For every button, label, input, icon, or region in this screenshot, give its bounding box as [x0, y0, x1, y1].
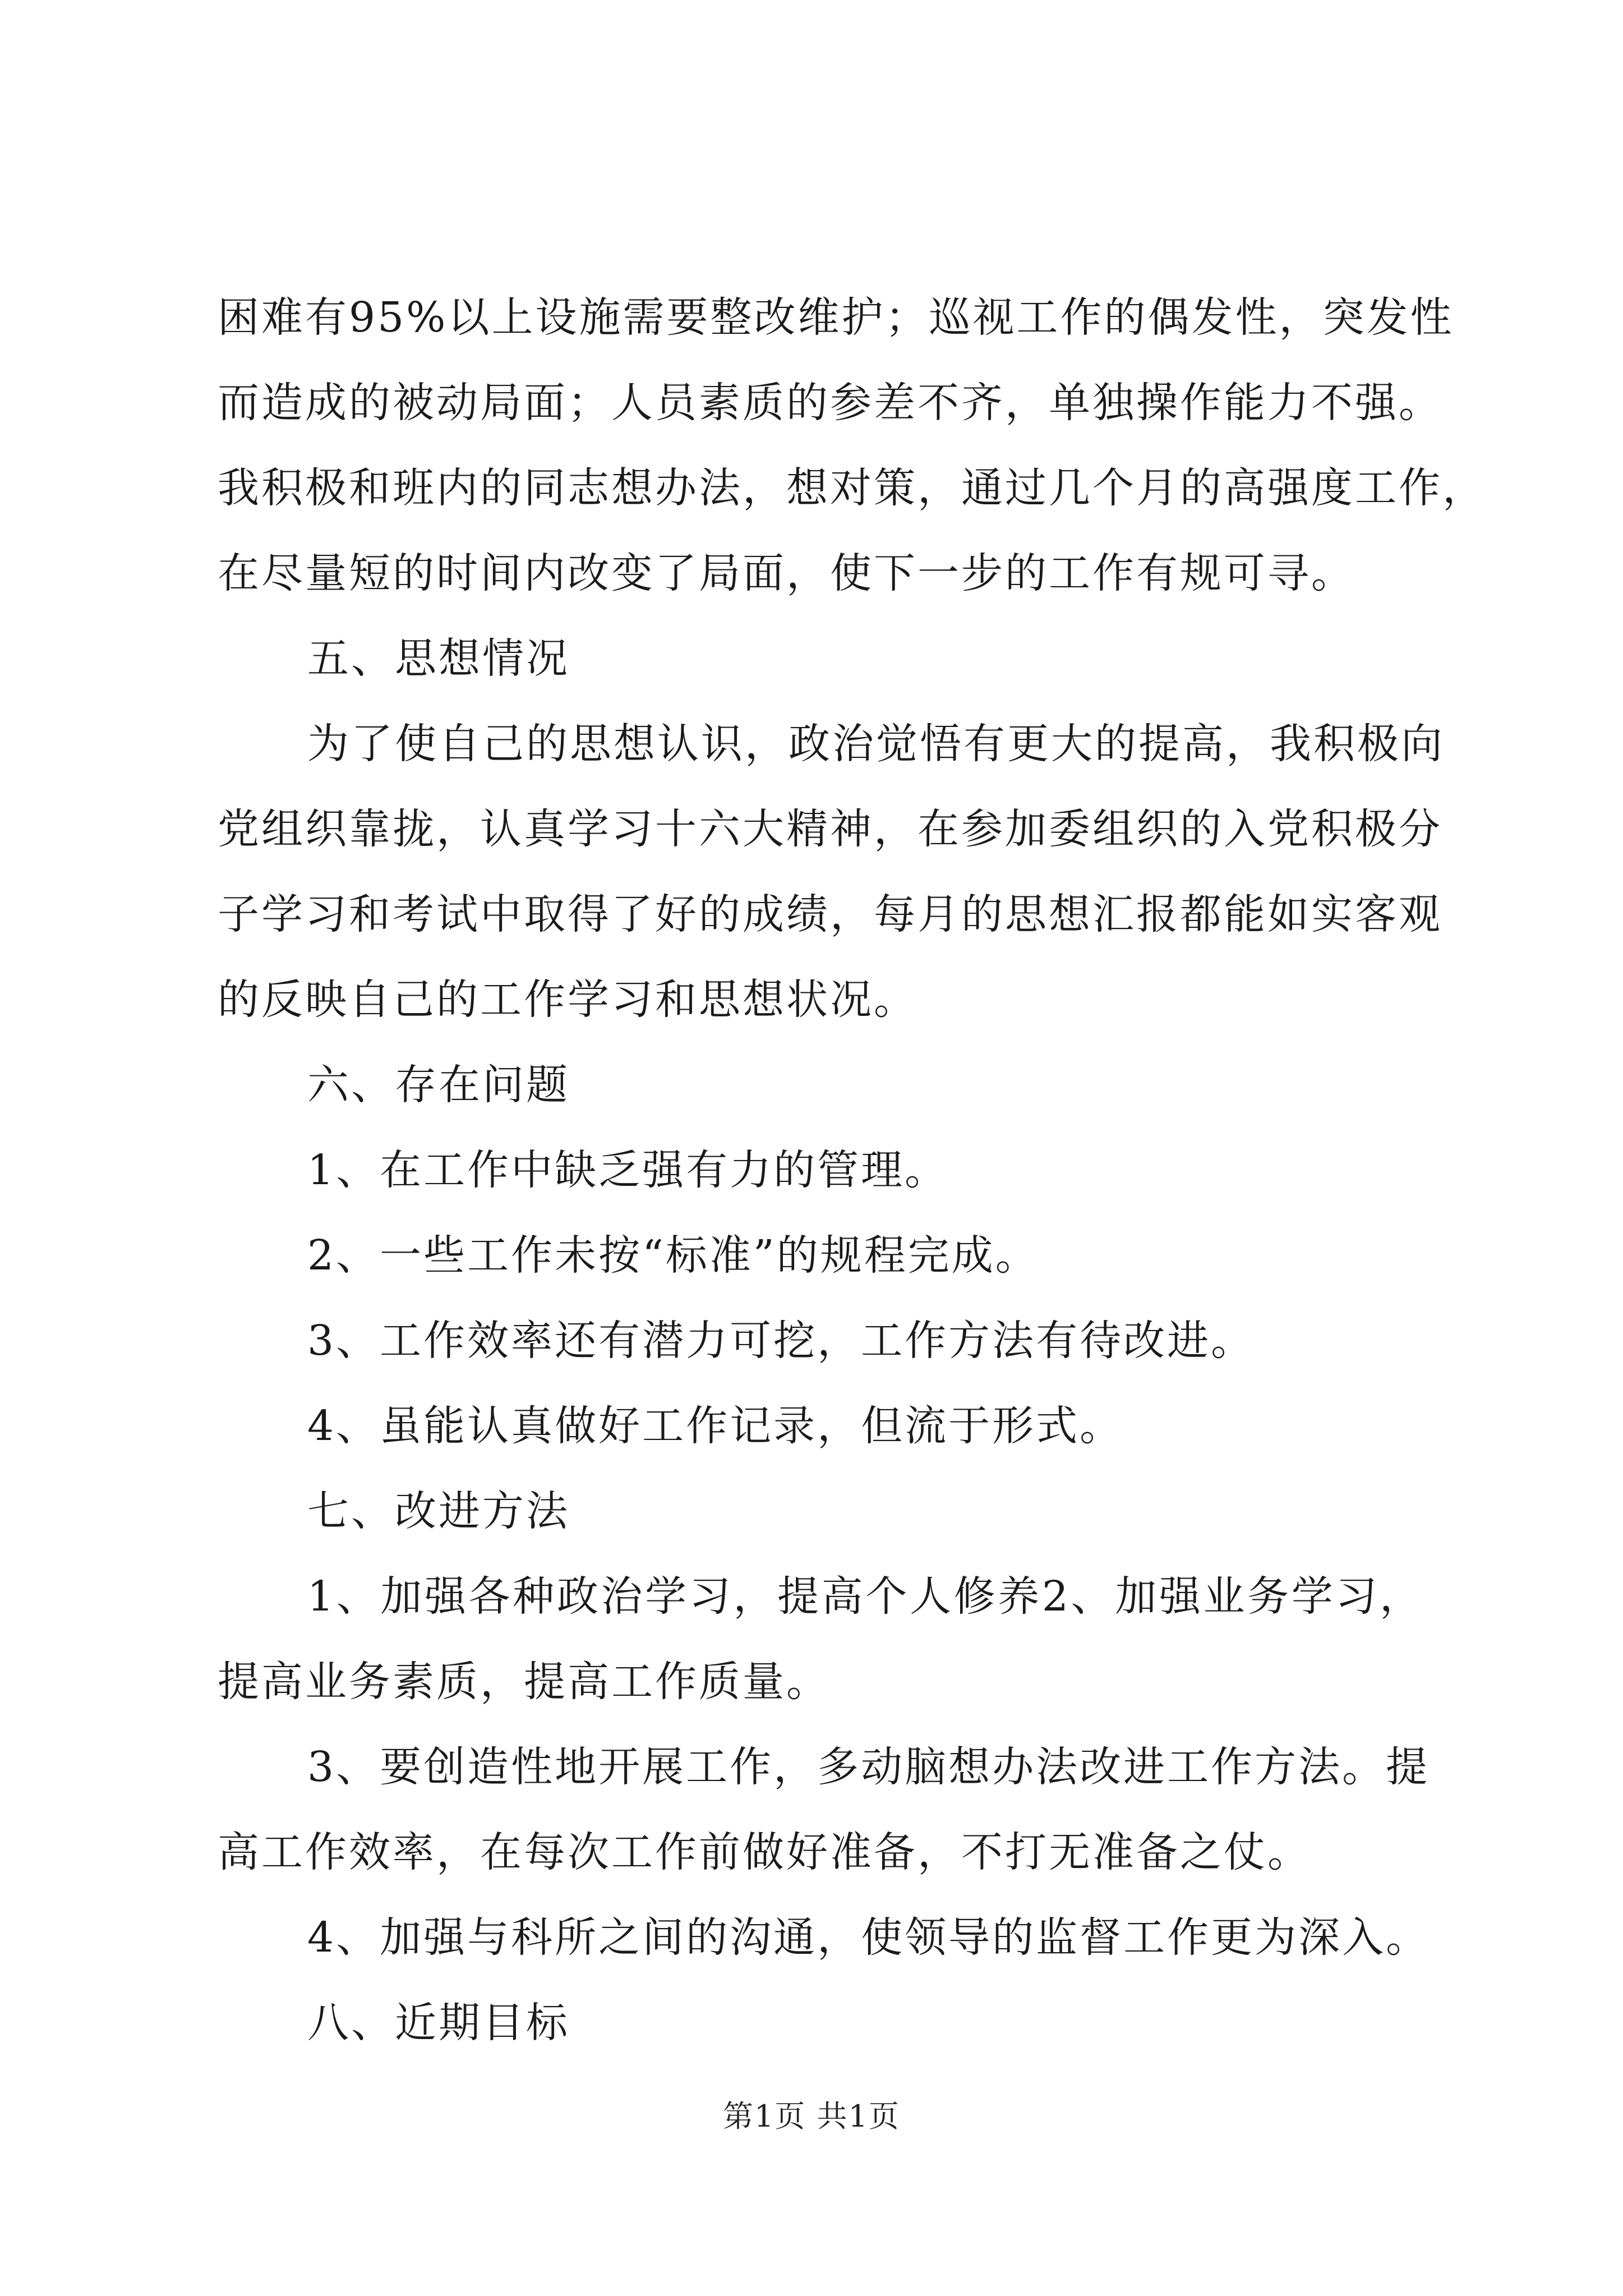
list-item: 4、加强与科所之间的沟通，使领导的监督工作更为深入。 [307, 1913, 1430, 1962]
paragraph-line: 我积极和班内的同志想办法，想对策，通过几个月的高强度工作， [218, 464, 1486, 512]
paragraph-line: 高工作效率，在每次工作前做好准备，不打无准备之仗。 [218, 1828, 1311, 1876]
paragraph-line: 的反映自己的工作学习和思想状况。 [218, 976, 917, 1024]
paragraph-line: 而造成的被动局面；人员素质的参差不齐，单独操作能力不强。 [218, 379, 1442, 427]
section-heading: 五、思想情况 [307, 634, 570, 683]
section-heading: 六、存在问题 [307, 1061, 570, 1109]
paragraph-line: 在尽量短的时间内改变了局面，使下一步的工作有规可寻。 [218, 549, 1355, 597]
list-item: 1、在工作中缺乏强有力的管理。 [307, 1146, 949, 1194]
list-item: 1、加强各种政治学习，提高个人修养2、加强业务学习， [307, 1572, 1423, 1621]
list-item: 3、工作效率还有潜力可挖，工作方法有待改进。 [307, 1317, 1255, 1365]
paragraph-line: 子学习和考试中取得了好的成绩，每月的思想汇报都能如实客观 [218, 890, 1442, 938]
paragraph-line: 党组织靠拢，认真学习十六大精神，在参加委组织的入党积极分 [218, 805, 1442, 853]
page-number-footer: 第1页 共1页 [723, 2099, 900, 2134]
paragraph-line: 为了使自己的思想认识，政治觉悟有更大的提高，我积极向 [307, 720, 1445, 768]
paragraph-line: 困难有95%以上设施需要整改维护；巡视工作的偶发性，突发性 [218, 293, 1454, 342]
paragraph-line: 提高业务素质，提高工作质量。 [218, 1658, 830, 1706]
list-item: 3、要创造性地开展工作，多动脑想办法改进工作方法。提 [307, 1743, 1430, 1791]
document-body [218, 275, 1486, 2065]
list-item: 2、一些工作未按“标准”的规程完成。 [307, 1231, 1039, 1280]
section-heading: 八、近期目标 [307, 1999, 570, 2047]
section-heading: 七、改进方法 [307, 1487, 570, 1535]
list-item: 4、虽能认真做好工作记录，但流于形式。 [307, 1402, 1124, 1450]
